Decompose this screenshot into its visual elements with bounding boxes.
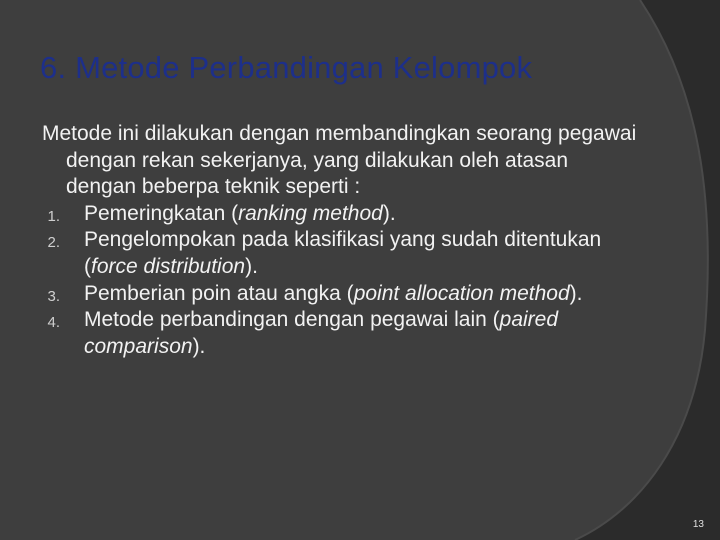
slide-title: 6. Metode Perbandingan Kelompok	[40, 50, 533, 85]
technique-list	[42, 201, 642, 361]
intro-paragraph: Metode ini dilakukan dengan membandingkan seorang pegawai dengan rekan sekerjanya, yang dilakukan oleh atasan dengan beberpa teknik seperti :	[42, 122, 637, 199]
list-item: 4. Metode perbandingan dengan pegawai lain (paired comparison).	[42, 307, 642, 360]
slide-body	[42, 121, 642, 360]
list-number: 4.	[47, 314, 60, 332]
list-number: 2.	[47, 234, 60, 252]
list-item: 3. Pemberian poin atau angka (point allocation method).	[42, 281, 642, 308]
list-item: 1. Pemeringkatan (ranking method).	[42, 201, 642, 228]
list-number: 3.	[47, 287, 60, 305]
list-item: 2. Pengelompokan pada klasifikasi yang sudah ditentukan (force distribution).	[42, 227, 642, 280]
list-number: 1.	[47, 207, 60, 225]
page-number: 13	[692, 519, 704, 530]
